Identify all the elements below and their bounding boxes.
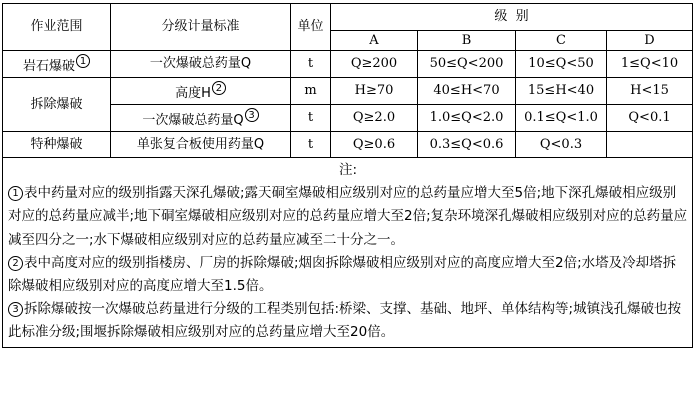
note-item (8, 298, 688, 344)
grade-b-cell: 40≤H<70 (418, 78, 516, 105)
note-item (8, 252, 688, 298)
grade-d-cell: H<15 (607, 78, 693, 105)
level-b: B (418, 31, 516, 51)
level-d: D (607, 31, 693, 51)
note-item (8, 182, 688, 252)
unit-cell: t (291, 51, 331, 78)
unit-cell: t (291, 105, 331, 132)
grade-d-cell (607, 132, 693, 158)
row-demolition-height (3, 78, 693, 105)
note-marker-icon: 3 (245, 108, 259, 122)
level-c: C (516, 31, 607, 51)
note-marker-icon: 3 (8, 302, 23, 317)
grade-a-cell: Q≥2.0 (331, 105, 418, 132)
note-text: 拆除爆破按一次爆破总药量进行分级的工程类别包括:桥梁、支撑、基础、地坪、单体结构等;城镇浅孔爆破也按此标准分级;围堰拆除爆破相应级别对应的总药量应增大至20倍。 (8, 301, 682, 341)
note-text: 表中高度对应的级别指楼房、厂房的拆除爆破;烟囱拆除爆破相应级别对应的高度应增大至2倍;水塔及冷却塔拆除爆破相应级别对应的高度应增大至1.5倍。 (8, 254, 677, 295)
notes-row (3, 158, 693, 348)
row-special-blasting (3, 132, 693, 158)
grade-b-cell: 50≤Q<200 (418, 51, 516, 78)
grade-b-cell: 1.0≤Q<2.0 (418, 105, 516, 132)
blasting-grade-table (2, 3, 693, 348)
notes-cell (3, 158, 693, 348)
grade-c-cell: 15≤H<40 (516, 78, 607, 105)
scope-cell: 特种爆破 (3, 132, 111, 158)
header-scope: 作业范围 (3, 4, 111, 51)
note-marker-icon: 2 (8, 256, 23, 271)
header-row (3, 4, 693, 31)
header-criterion: 分级计量标准 (111, 4, 291, 51)
criterion-label: 一次爆破总药量Q (142, 112, 244, 128)
level-a: A (331, 31, 418, 51)
scope-label: 岩石爆破 (22, 58, 75, 74)
grade-c-cell: 10≤Q<50 (516, 51, 607, 78)
note-marker-icon: 2 (212, 81, 226, 95)
criterion-label: 高度H (175, 85, 211, 101)
grade-d-cell: Q<0.1 (607, 105, 693, 132)
row-rock-blasting (3, 51, 693, 78)
scope-cell: 拆除爆破 (3, 78, 111, 132)
scope-cell (3, 51, 111, 78)
grade-c-cell: 0.1≤Q<1.0 (516, 105, 607, 132)
grade-a-cell: Q≥200 (331, 51, 418, 78)
note-marker-icon: 1 (76, 54, 90, 68)
criterion-cell (111, 105, 291, 132)
criterion-cell (111, 78, 291, 105)
unit-cell: m (291, 78, 331, 105)
grade-b-cell: 0.3≤Q<0.6 (418, 132, 516, 158)
criterion-cell: 单张复合板使用药量Q (111, 132, 291, 158)
criterion-cell: 一次爆破总药量Q (111, 51, 291, 78)
note-text: 表中药量对应的级别指露天深孔爆破;露天硐室爆破相应级别对应的总药量应增大至5倍;地下深孔爆破相应级别对应的总药量应减半;地下硐室爆破相应级别对应的总药量应增大至2倍;复杂环境深孔爆破相应级别对应的总药量应减至四分之一;水下爆破相应级别对应的总药量应减至二十分之一。 (8, 185, 688, 248)
header-grade: 级 别 (331, 4, 693, 31)
grade-d-cell: 1≤Q<10 (607, 51, 693, 78)
unit-cell: t (291, 132, 331, 158)
note-marker-icon: 1 (8, 186, 23, 201)
header-unit: 单位 (291, 4, 331, 51)
grade-a-cell: Q≥0.6 (331, 132, 418, 158)
grade-a-cell: H≥70 (331, 78, 418, 105)
grade-c-cell: Q<0.3 (516, 132, 607, 158)
notes-title: 注: (338, 162, 358, 178)
